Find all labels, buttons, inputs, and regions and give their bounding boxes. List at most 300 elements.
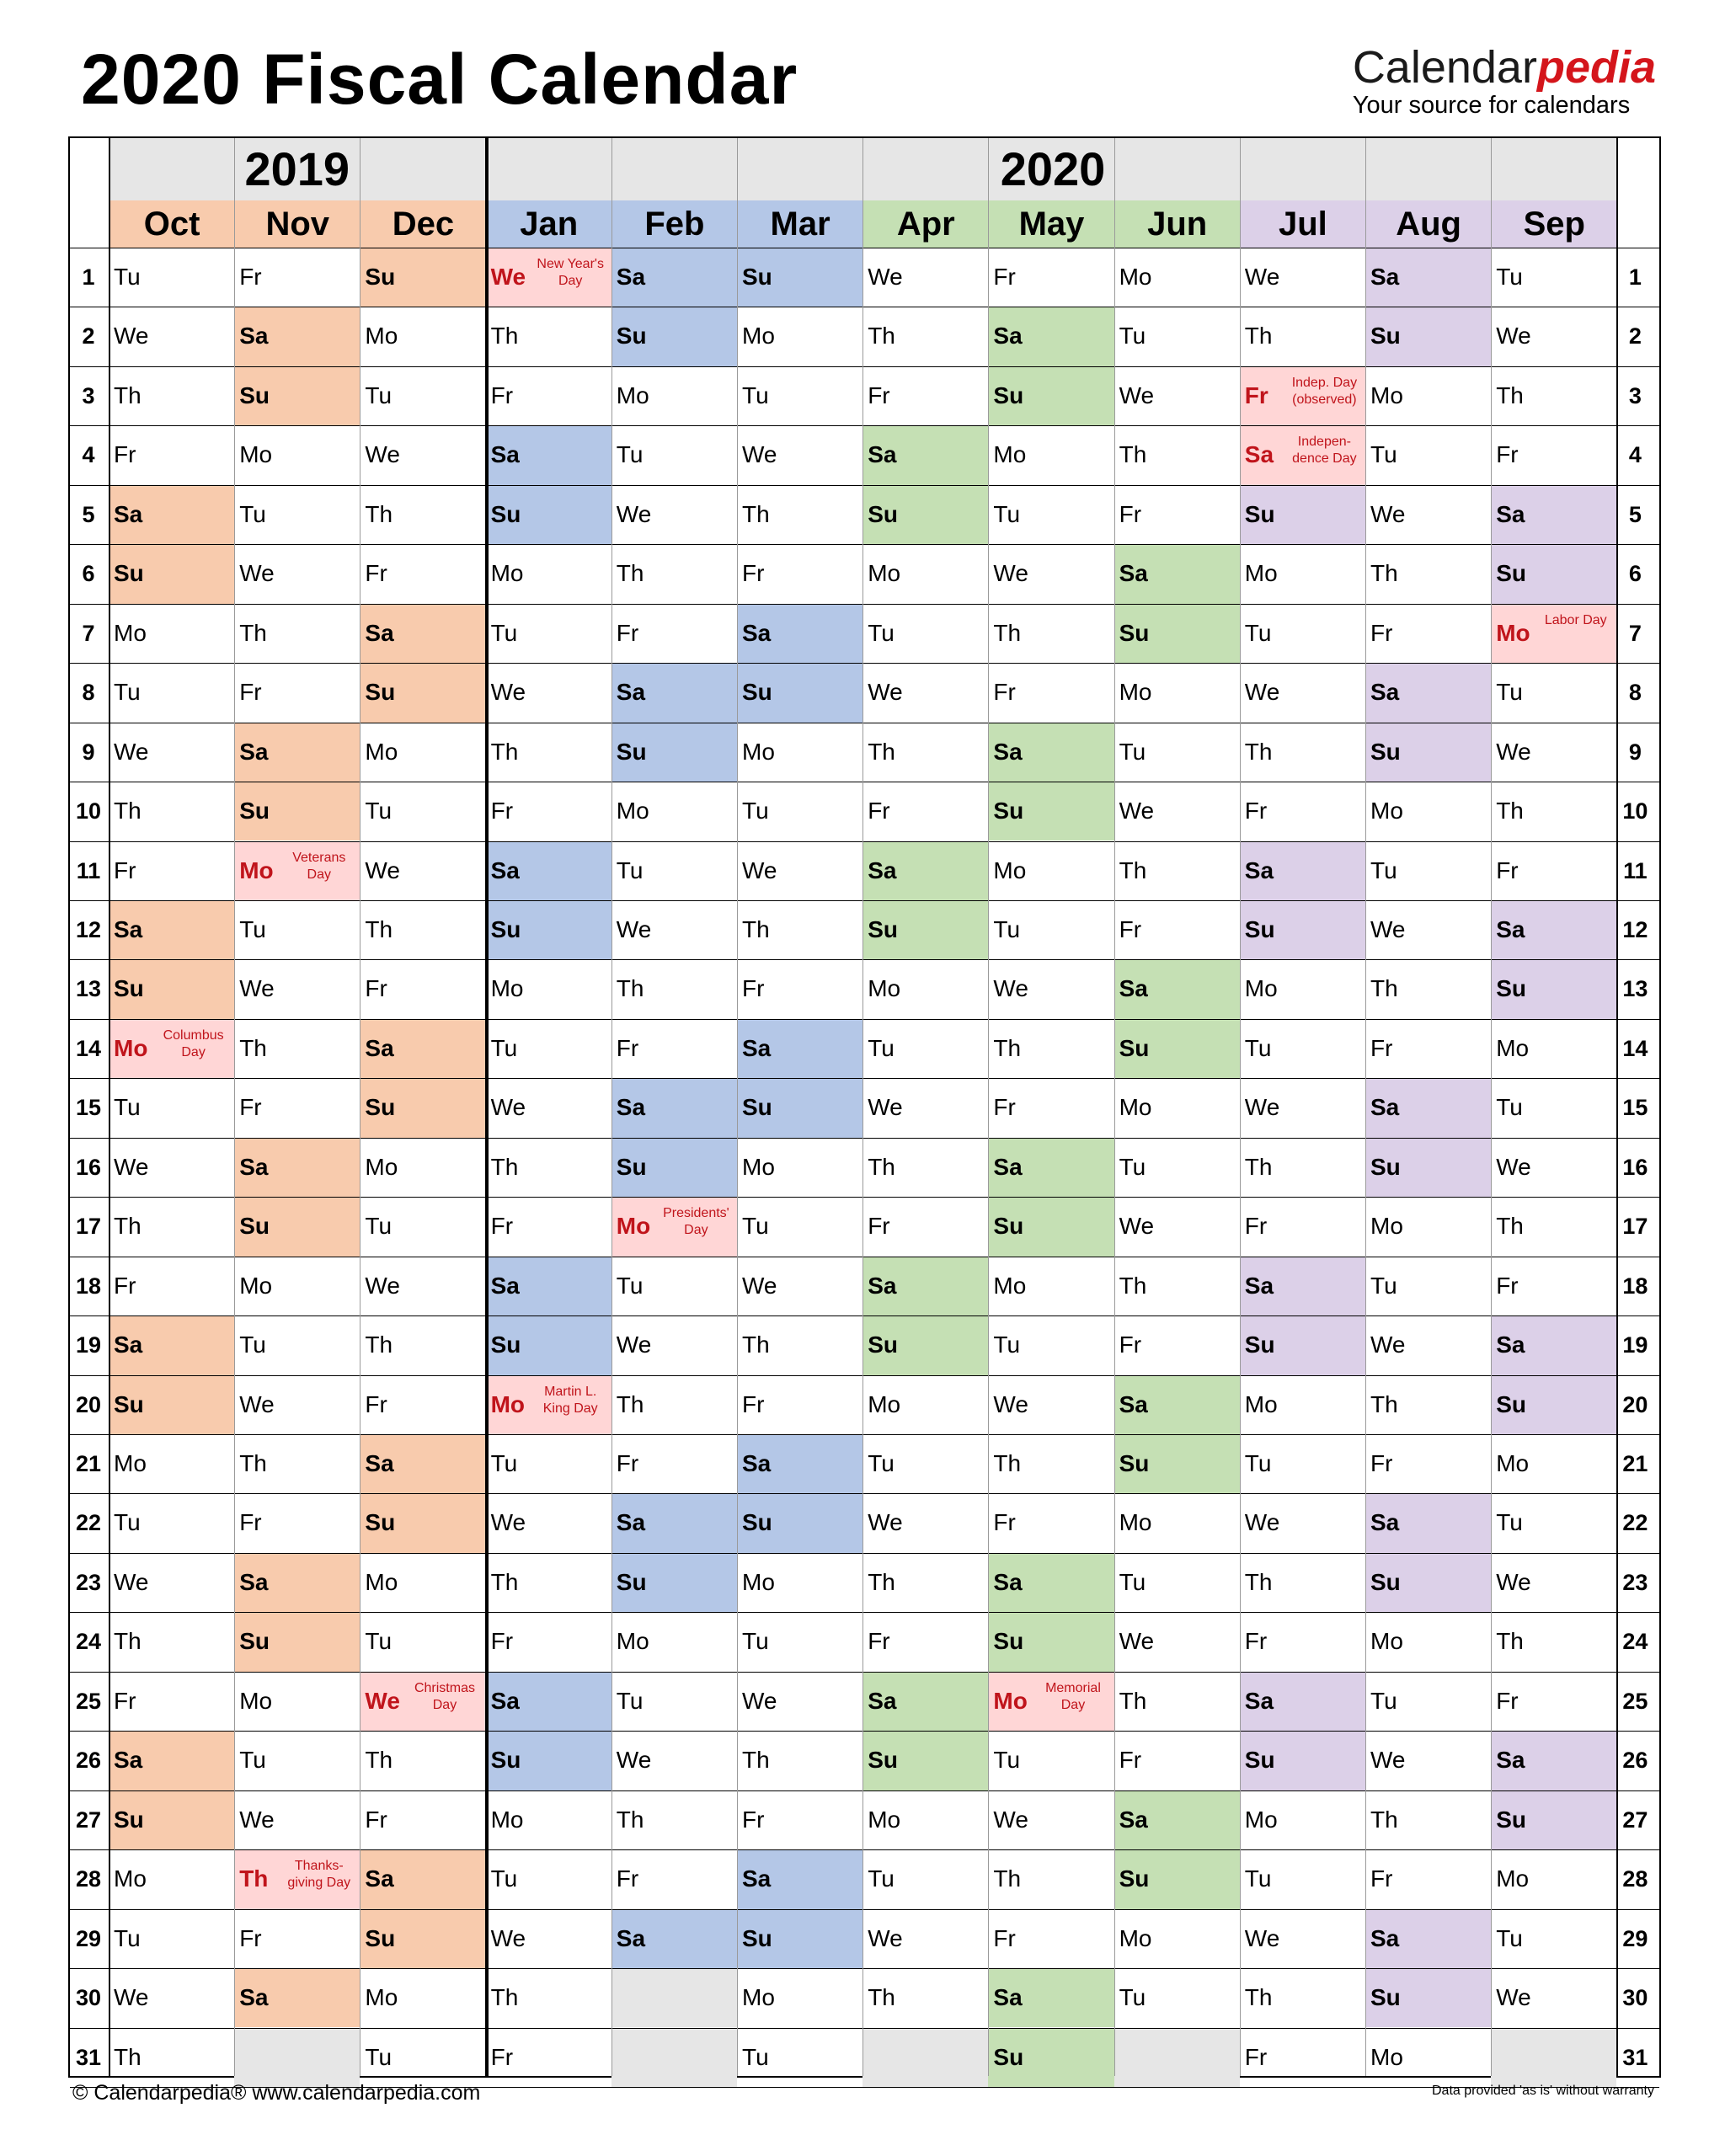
day-cell[interactable] [486,1968,611,2027]
weekend-cell[interactable] [862,1315,988,1374]
holiday-cell[interactable] [1491,604,1616,663]
day-cell[interactable] [611,1672,737,1731]
day-cell[interactable] [234,1672,360,1731]
day-cell[interactable] [234,1078,360,1137]
day-cell[interactable] [1491,1672,1616,1731]
day-cell[interactable] [1240,959,1365,1018]
day-cell[interactable] [1491,1138,1616,1197]
day-cell[interactable] [360,959,485,1018]
holiday-cell[interactable] [611,1197,737,1256]
weekend-cell[interactable] [234,1138,360,1197]
weekend-cell[interactable] [486,841,611,900]
day-cell[interactable] [109,1553,234,1612]
day-cell[interactable] [862,959,988,1018]
weekend-cell[interactable] [1114,604,1240,663]
day-cell[interactable] [988,1375,1114,1434]
day-cell[interactable] [360,2028,485,2087]
day-cell[interactable] [234,485,360,544]
weekend-cell[interactable] [862,485,988,544]
day-cell[interactable] [234,248,360,307]
day-cell[interactable] [486,782,611,841]
weekend-cell[interactable] [988,1553,1114,1612]
weekend-cell[interactable] [109,544,234,603]
weekend-cell[interactable] [1240,841,1365,900]
day-cell[interactable] [109,1849,234,1908]
day-cell[interactable] [1240,1434,1365,1493]
day-cell[interactable] [1491,1019,1616,1078]
weekend-cell[interactable] [234,1968,360,2027]
day-cell[interactable] [1114,1553,1240,1612]
day-cell[interactable] [1114,1731,1240,1790]
weekend-cell[interactable] [234,782,360,841]
day-cell[interactable] [1240,604,1365,663]
day-cell[interactable] [862,1790,988,1849]
day-cell[interactable] [988,604,1114,663]
weekend-cell[interactable] [360,604,485,663]
weekend-cell[interactable] [486,1257,611,1315]
weekend-cell[interactable] [1491,959,1616,1018]
day-cell[interactable] [109,1909,234,1968]
weekend-cell[interactable] [1365,663,1491,722]
day-cell[interactable] [1240,544,1365,603]
day-cell[interactable] [737,1672,862,1731]
weekend-cell[interactable] [611,1138,737,1197]
day-cell[interactable] [486,1849,611,1908]
day-cell[interactable] [737,1790,862,1849]
day-cell[interactable] [1491,307,1616,366]
day-cell[interactable] [1365,485,1491,544]
day-cell[interactable] [1491,1434,1616,1493]
day-cell[interactable] [360,1197,485,1256]
weekend-cell[interactable] [737,248,862,307]
weekend-cell[interactable] [737,1434,862,1493]
weekend-cell[interactable] [360,1434,485,1493]
day-cell[interactable] [1114,307,1240,366]
day-cell[interactable] [1114,782,1240,841]
weekend-cell[interactable] [611,1553,737,1612]
day-cell[interactable] [988,1849,1114,1908]
weekend-cell[interactable] [737,1019,862,1078]
day-cell[interactable] [737,723,862,782]
weekend-cell[interactable] [862,1731,988,1790]
day-cell[interactable] [109,1138,234,1197]
day-cell[interactable] [611,366,737,425]
day-cell[interactable] [1240,1078,1365,1137]
day-cell[interactable] [988,1731,1114,1790]
day-cell[interactable] [486,1019,611,1078]
weekend-cell[interactable] [486,1731,611,1790]
day-cell[interactable] [1114,1315,1240,1374]
day-cell[interactable] [737,959,862,1018]
day-cell[interactable] [1240,1849,1365,1908]
day-cell[interactable] [1240,307,1365,366]
day-cell[interactable] [1365,959,1491,1018]
day-cell[interactable] [1240,1375,1365,1434]
day-cell[interactable] [360,900,485,959]
day-cell[interactable] [737,1731,862,1790]
day-cell[interactable] [862,604,988,663]
weekend-cell[interactable] [737,604,862,663]
day-cell[interactable] [1365,1672,1491,1731]
weekend-cell[interactable] [862,1257,988,1315]
day-cell[interactable] [988,425,1114,484]
day-cell[interactable] [1114,1078,1240,1137]
day-cell[interactable] [737,425,862,484]
day-cell[interactable] [360,1315,485,1374]
day-cell[interactable] [1491,1493,1616,1552]
weekend-cell[interactable] [486,1672,611,1731]
day-cell[interactable] [360,1138,485,1197]
day-cell[interactable] [737,1553,862,1612]
day-cell[interactable] [234,1493,360,1552]
day-cell[interactable] [360,366,485,425]
day-cell[interactable] [234,1257,360,1315]
day-cell[interactable] [611,841,737,900]
day-cell[interactable] [486,544,611,603]
day-cell[interactable] [109,307,234,366]
day-cell[interactable] [109,841,234,900]
day-cell[interactable] [360,1731,485,1790]
weekend-cell[interactable] [234,723,360,782]
day-cell[interactable] [1491,1553,1616,1612]
day-cell[interactable] [109,2028,234,2087]
day-cell[interactable] [1114,1197,1240,1256]
day-cell[interactable] [737,782,862,841]
day-cell[interactable] [862,1375,988,1434]
day-cell[interactable] [611,959,737,1018]
weekend-cell[interactable] [1491,485,1616,544]
day-cell[interactable] [737,307,862,366]
day-cell[interactable] [1365,1019,1491,1078]
day-cell[interactable] [109,1493,234,1552]
weekend-cell[interactable] [1365,1968,1491,2027]
weekend-cell[interactable] [611,663,737,722]
holiday-cell[interactable] [1240,366,1365,425]
day-cell[interactable] [486,959,611,1018]
day-cell[interactable] [486,1909,611,1968]
weekend-cell[interactable] [862,841,988,900]
weekend-cell[interactable] [862,900,988,959]
day-cell[interactable] [1240,782,1365,841]
day-cell[interactable] [862,1849,988,1908]
weekend-cell[interactable] [1240,1672,1365,1731]
day-cell[interactable] [611,1019,737,1078]
day-cell[interactable] [234,425,360,484]
day-cell[interactable] [1114,1968,1240,2027]
day-cell[interactable] [360,1553,485,1612]
day-cell[interactable] [234,900,360,959]
day-cell[interactable] [737,544,862,603]
day-cell[interactable] [360,1612,485,1671]
day-cell[interactable] [234,959,360,1018]
day-cell[interactable] [862,1138,988,1197]
day-cell[interactable] [234,1019,360,1078]
weekend-cell[interactable] [1491,1315,1616,1374]
weekend-cell[interactable] [1365,307,1491,366]
day-cell[interactable] [1491,366,1616,425]
holiday-cell[interactable] [486,248,611,307]
day-cell[interactable] [486,1790,611,1849]
day-cell[interactable] [234,1434,360,1493]
day-cell[interactable] [862,1612,988,1671]
day-cell[interactable] [486,1138,611,1197]
day-cell[interactable] [862,1197,988,1256]
day-cell[interactable] [1114,1672,1240,1731]
day-cell[interactable] [1114,425,1240,484]
day-cell[interactable] [1240,1553,1365,1612]
holiday-cell[interactable] [109,1019,234,1078]
day-cell[interactable] [234,1315,360,1374]
day-cell[interactable] [109,1434,234,1493]
day-cell[interactable] [988,1790,1114,1849]
day-cell[interactable] [862,1553,988,1612]
day-cell[interactable] [109,1612,234,1671]
weekend-cell[interactable] [234,1612,360,1671]
weekend-cell[interactable] [1365,1138,1491,1197]
day-cell[interactable] [1491,1612,1616,1671]
day-cell[interactable] [737,1968,862,2027]
weekend-cell[interactable] [1491,900,1616,959]
weekend-cell[interactable] [1114,1434,1240,1493]
weekend-cell[interactable] [988,1138,1114,1197]
weekend-cell[interactable] [1114,1849,1240,1908]
day-cell[interactable] [486,366,611,425]
day-cell[interactable] [988,1909,1114,1968]
day-cell[interactable] [1365,366,1491,425]
holiday-cell[interactable] [1240,425,1365,484]
weekend-cell[interactable] [109,900,234,959]
weekend-cell[interactable] [1365,1078,1491,1137]
day-cell[interactable] [1365,425,1491,484]
day-cell[interactable] [109,425,234,484]
day-cell[interactable] [988,1434,1114,1493]
day-cell[interactable] [862,544,988,603]
weekend-cell[interactable] [1491,1375,1616,1434]
day-cell[interactable] [1240,723,1365,782]
day-cell[interactable] [862,366,988,425]
day-cell[interactable] [486,1493,611,1552]
weekend-cell[interactable] [611,248,737,307]
day-cell[interactable] [360,1968,485,2027]
day-cell[interactable] [1240,1197,1365,1256]
day-cell[interactable] [862,1019,988,1078]
weekend-cell[interactable] [1114,1790,1240,1849]
weekend-cell[interactable] [109,485,234,544]
weekend-cell[interactable] [360,1019,485,1078]
day-cell[interactable] [234,1790,360,1849]
weekend-cell[interactable] [1365,1553,1491,1612]
day-cell[interactable] [737,841,862,900]
day-cell[interactable] [1240,1790,1365,1849]
day-cell[interactable] [611,1731,737,1790]
day-cell[interactable] [486,1078,611,1137]
day-cell[interactable] [988,1257,1114,1315]
day-cell[interactable] [737,1138,862,1197]
holiday-cell[interactable] [486,1375,611,1434]
day-cell[interactable] [1114,1138,1240,1197]
day-cell[interactable] [486,307,611,366]
weekend-cell[interactable] [1491,544,1616,603]
day-cell[interactable] [1365,1731,1491,1790]
weekend-cell[interactable] [1365,248,1491,307]
weekend-cell[interactable] [1240,485,1365,544]
day-cell[interactable] [1365,900,1491,959]
weekend-cell[interactable] [988,2028,1114,2087]
day-cell[interactable] [1365,782,1491,841]
day-cell[interactable] [1491,1257,1616,1315]
brand-logo[interactable] [1353,42,1656,118]
day-cell[interactable] [611,604,737,663]
day-cell[interactable] [1240,1493,1365,1552]
day-cell[interactable] [988,663,1114,722]
day-cell[interactable] [737,366,862,425]
day-cell[interactable] [611,1257,737,1315]
day-cell[interactable] [611,1315,737,1374]
weekend-cell[interactable] [862,1672,988,1731]
day-cell[interactable] [486,2028,611,2087]
day-cell[interactable] [1365,1257,1491,1315]
weekend-cell[interactable] [737,1849,862,1908]
day-cell[interactable] [109,1968,234,2027]
holiday-cell[interactable] [360,1672,485,1731]
weekend-cell[interactable] [1365,1493,1491,1552]
weekend-cell[interactable] [988,782,1114,841]
weekend-cell[interactable] [486,900,611,959]
day-cell[interactable] [1240,1019,1365,1078]
weekend-cell[interactable] [486,425,611,484]
day-cell[interactable] [1491,663,1616,722]
day-cell[interactable] [737,1257,862,1315]
day-cell[interactable] [611,425,737,484]
weekend-cell[interactable] [360,1078,485,1137]
day-cell[interactable] [988,1493,1114,1552]
day-cell[interactable] [360,1257,485,1315]
day-cell[interactable] [737,900,862,959]
day-cell[interactable] [1240,1612,1365,1671]
day-cell[interactable] [1491,841,1616,900]
day-cell[interactable] [611,782,737,841]
day-cell[interactable] [1365,2028,1491,2087]
day-cell[interactable] [988,544,1114,603]
weekend-cell[interactable] [360,248,485,307]
weekend-cell[interactable] [1114,1019,1240,1078]
day-cell[interactable] [1240,663,1365,722]
day-cell[interactable] [109,248,234,307]
day-cell[interactable] [862,307,988,366]
weekend-cell[interactable] [1365,723,1491,782]
day-cell[interactable] [486,723,611,782]
day-cell[interactable] [109,1197,234,1256]
holiday-cell[interactable] [234,841,360,900]
day-cell[interactable] [1240,248,1365,307]
weekend-cell[interactable] [486,485,611,544]
day-cell[interactable] [1114,366,1240,425]
day-cell[interactable] [486,1612,611,1671]
day-cell[interactable] [737,1375,862,1434]
day-cell[interactable] [1491,425,1616,484]
weekend-cell[interactable] [1114,959,1240,1018]
day-cell[interactable] [1114,248,1240,307]
day-cell[interactable] [862,663,988,722]
weekend-cell[interactable] [988,1968,1114,2027]
day-cell[interactable] [611,1849,737,1908]
day-cell[interactable] [611,900,737,959]
day-cell[interactable] [1365,1315,1491,1374]
day-cell[interactable] [1491,248,1616,307]
weekend-cell[interactable] [1491,1790,1616,1849]
day-cell[interactable] [1491,1968,1616,2027]
weekend-cell[interactable] [109,1375,234,1434]
day-cell[interactable] [1491,723,1616,782]
weekend-cell[interactable] [988,723,1114,782]
day-cell[interactable] [611,485,737,544]
weekend-cell[interactable] [611,1493,737,1552]
weekend-cell[interactable] [988,307,1114,366]
weekend-cell[interactable] [234,366,360,425]
day-cell[interactable] [862,1909,988,1968]
day-cell[interactable] [109,1672,234,1731]
weekend-cell[interactable] [1365,1909,1491,1968]
weekend-cell[interactable] [988,366,1114,425]
day-cell[interactable] [862,1078,988,1137]
day-cell[interactable] [1365,1375,1491,1434]
weekend-cell[interactable] [611,1909,737,1968]
weekend-cell[interactable] [611,1078,737,1137]
day-cell[interactable] [988,248,1114,307]
day-cell[interactable] [1240,1968,1365,2027]
weekend-cell[interactable] [109,1731,234,1790]
day-cell[interactable] [611,1434,737,1493]
day-cell[interactable] [988,1315,1114,1374]
day-cell[interactable] [862,1434,988,1493]
day-cell[interactable] [1365,1790,1491,1849]
weekend-cell[interactable] [109,959,234,1018]
weekend-cell[interactable] [1240,900,1365,959]
day-cell[interactable] [234,1731,360,1790]
day-cell[interactable] [1365,1612,1491,1671]
day-cell[interactable] [988,485,1114,544]
weekend-cell[interactable] [360,1493,485,1552]
holiday-cell[interactable] [234,1849,360,1908]
day-cell[interactable] [611,1790,737,1849]
weekend-cell[interactable] [360,663,485,722]
day-cell[interactable] [1114,1909,1240,1968]
weekend-cell[interactable] [1240,1731,1365,1790]
day-cell[interactable] [1114,900,1240,959]
day-cell[interactable] [234,1375,360,1434]
weekend-cell[interactable] [360,1909,485,1968]
day-cell[interactable] [109,663,234,722]
day-cell[interactable] [486,604,611,663]
day-cell[interactable] [360,1375,485,1434]
day-cell[interactable] [234,604,360,663]
day-cell[interactable] [109,604,234,663]
day-cell[interactable] [862,248,988,307]
weekend-cell[interactable] [737,1909,862,1968]
day-cell[interactable] [1240,1138,1365,1197]
weekend-cell[interactable] [234,1553,360,1612]
day-cell[interactable] [988,900,1114,959]
weekend-cell[interactable] [988,1197,1114,1256]
day-cell[interactable] [862,1493,988,1552]
weekend-cell[interactable] [1240,1315,1365,1374]
day-cell[interactable] [1491,782,1616,841]
day-cell[interactable] [1491,1909,1616,1968]
day-cell[interactable] [109,1257,234,1315]
day-cell[interactable] [486,663,611,722]
day-cell[interactable] [486,1553,611,1612]
day-cell[interactable] [234,544,360,603]
